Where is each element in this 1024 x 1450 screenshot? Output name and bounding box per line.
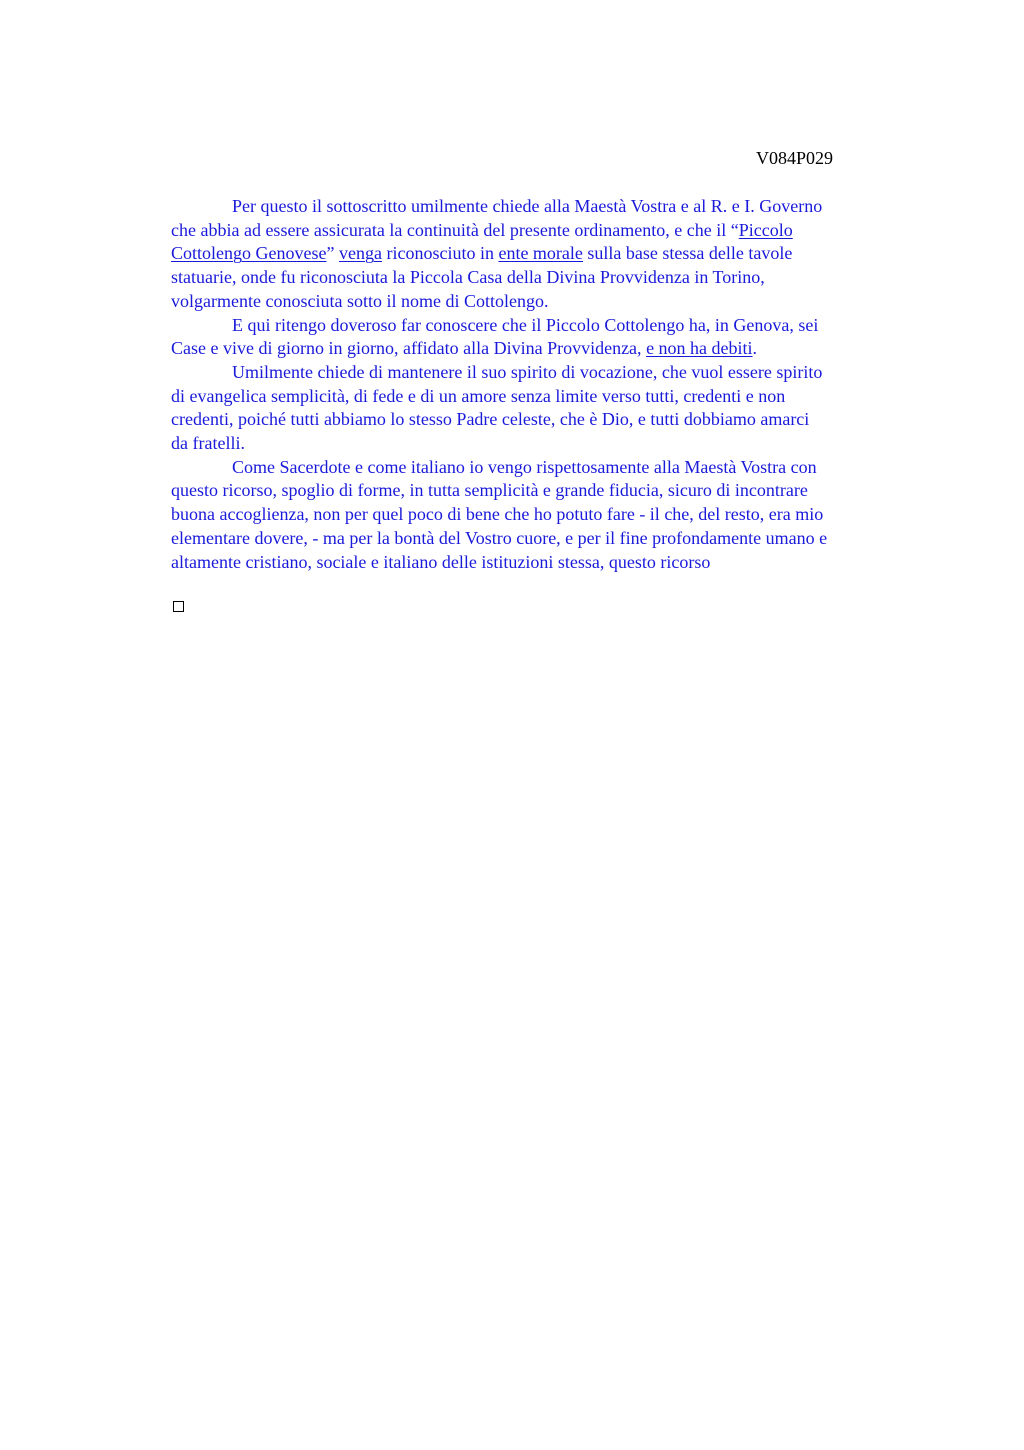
text-line: [171, 503, 941, 527]
text-segment: questo ricorso, spoglio di forme, in tutta semplicità e grande fiducia, sicuro di incontrare: [171, 480, 808, 501]
empty-square-icon: [173, 601, 184, 612]
text-line: [171, 361, 941, 385]
text-segment: che abbia ad essere assicurata la continuità del presente ordinamento, e che il “: [171, 219, 739, 240]
paragraph: [171, 456, 941, 575]
text-line: [171, 195, 941, 219]
text-segment: statuarie, onde fu riconosciuta la Piccola Casa della Divina Provvidenza in Torino,: [171, 267, 765, 288]
paragraph: [171, 195, 941, 314]
text-line: [171, 290, 941, 314]
text-segment: riconosciuto in: [381, 243, 499, 264]
text-segment: Per questo il sottoscritto umilmente chiede alla Maestà Vostra e al R. e I. Governo: [232, 196, 823, 216]
text-line: [171, 242, 941, 266]
text-line: [171, 551, 941, 575]
underlined-text: Cottolengo Genovese: [171, 243, 327, 264]
text-segment: buona accoglienza, non per quel poco di bene che ho potuto fare - il che, del resto, era mio: [171, 504, 824, 525]
text-line: [171, 432, 941, 456]
text-segment: di evangelica semplicità, di fede e di un amore senza limite verso tutti, credenti e non: [171, 385, 786, 406]
text-segment: da fratelli.: [171, 433, 245, 454]
text-line: [171, 456, 941, 480]
text-segment: elementare dovere, - ma per la bontà del Vostro cuore, e per il fine profondamente umano e: [171, 527, 828, 548]
text-segment: E qui ritengo doveroso far conoscere che il Piccolo Cottolengo ha, in Genova, sei: [232, 314, 819, 335]
underlined-text: e non ha debiti: [646, 338, 753, 359]
underlined-text: ente morale: [498, 243, 583, 264]
text-line: [171, 266, 941, 290]
text-line: [171, 337, 941, 361]
underlined-text: venga: [338, 243, 382, 264]
text-segment: Umilmente chiede di mantenere il suo spirito di vocazione, che vuol essere spirito: [232, 361, 823, 382]
text-segment: volgarmente conosciuta sotto il nome di Cottolengo.: [171, 290, 549, 311]
text-segment: sulla base stessa delle tavole: [582, 243, 793, 264]
text-segment: altamente cristiano, sociale e italiano delle istituzioni stessa, questo ricorso: [171, 551, 711, 572]
text-line: [171, 408, 941, 432]
text-line: [171, 385, 941, 409]
page-reference: V084P029: [756, 148, 834, 168]
underlined-text: Piccolo: [738, 219, 793, 240]
text-segment: credenti, poiché tutti abbiamo lo stesso Padre celeste, che è Dio, e tutti dobbiamo amarci: [171, 409, 810, 430]
text-segment: ”: [326, 243, 339, 264]
text-line: [171, 219, 941, 243]
text-segment: .: [752, 338, 758, 359]
text-segment: Case e vive di giorno in giorno, affidato alla Divina Provvidenza,: [171, 338, 647, 359]
paragraph: [171, 314, 941, 361]
paragraph: [171, 361, 941, 456]
text-line: [171, 314, 941, 338]
text-line: [171, 479, 941, 503]
letter-body: [171, 195, 941, 574]
text-line: [171, 527, 941, 551]
text-segment: Come Sacerdote e come italiano io vengo rispettosamente alla Maestà Vostra con: [232, 456, 817, 477]
